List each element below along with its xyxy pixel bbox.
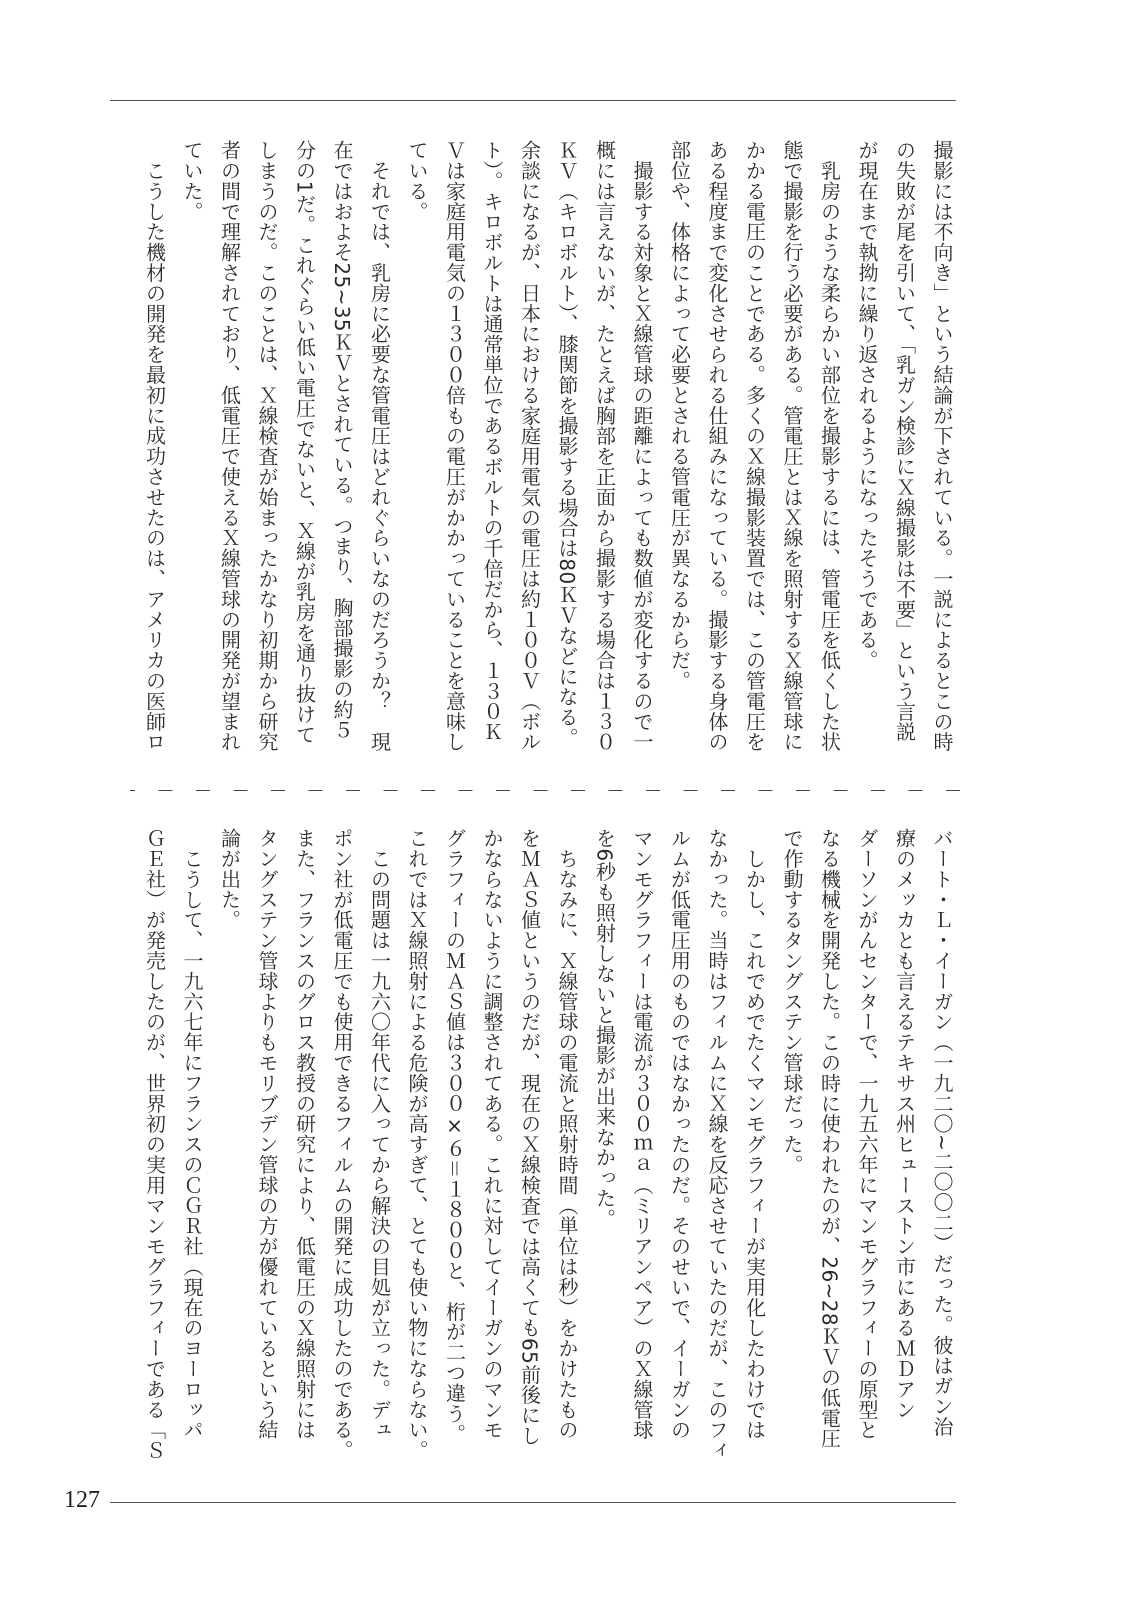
- text-column: マンモグラフィーは電流が３００ｍａ（ミリアンペア）のＸ線管球: [630, 828, 654, 1440]
- text-column: 撮影には不向き」という結論が下されている。一説によるとこの時: [930, 140, 954, 752]
- text-column: こうした機材の開発を最初に成功させたのは、アメリカの医師ロ: [142, 140, 167, 752]
- text-column: 論が出た。: [217, 828, 242, 930]
- text-column: 在ではおよそ25~35ＫＶとされている。つまり、胸部撮影の約５: [330, 140, 354, 741]
- text-column: ルムが低電圧用のものではなかったのだ。そのせいで、イーガンの: [667, 828, 692, 1440]
- text-column: で作動するタングステン管球だった。: [780, 828, 804, 1175]
- text-column: ポン社が低電圧でも使用できるフィルムの開発に成功したのである。: [330, 828, 354, 1461]
- text-column: 態で撮影を行う必要がある。管電圧とはＸ線を照射するＸ線管球に: [780, 140, 804, 752]
- text-column: かならないように調整されてある。これに対してイーガンのマンモ: [480, 828, 504, 1440]
- upper-text-block: [135, 140, 960, 780]
- text-column: バート・Ｌ・イーガン（一九二〇~二〇〇二）だった。彼はガン治: [930, 828, 954, 1437]
- text-column: なかった。当時はフィルムにＸ線を反応させていたのだが、このフィ: [705, 828, 729, 1461]
- text-column: しかし、これでめでたくマンモグラフィーが実用化したわけでは: [742, 828, 767, 1440]
- lower-text-block: [135, 828, 960, 1468]
- text-column: Ｖは家庭用電気の１３００倍もの電圧がかかっていることを意味し: [442, 140, 467, 752]
- text-column: それでは、乳房に必要な管電圧はどれぐらいなのだろうか？ 現: [367, 140, 392, 752]
- page-number: 127: [64, 1487, 100, 1513]
- bottom-rule: [110, 1502, 956, 1503]
- text-column: 撮影する対象とＸ線管球の距離によっても数値が変化するので一: [630, 140, 654, 752]
- text-column: をＭＡＳ値というのだが、現在のＸ線検査では高くても65前後にし: [517, 828, 542, 1446]
- text-column: を6秒も照射しないと撮影が出来なかった。: [592, 828, 617, 1229]
- text-column: また、フランスのグロス教授の研究により、低電圧のＸ線照射には: [292, 828, 317, 1440]
- text-column: 余談になるが、日本における家庭用電気の電圧は約１００Ｖ（ボル: [517, 140, 542, 752]
- text-column: なる機械を開発した。この時に使われたのが、26~28ＫＶの低電圧: [817, 828, 842, 1449]
- text-column: 者の間で理解されており、低電圧で使えるＸ線管球の開発が望まれ: [217, 140, 242, 752]
- text-column: ダーソンがんセンターで、一九五六年にマンモグラフィーの原型と: [855, 828, 879, 1440]
- text-column: ちなみに、Ｘ線管球の電流と照射時間（単位は秒）をかけたもの: [555, 828, 579, 1440]
- text-column: 分の1だ。これぐらい低い電圧でないと、Ｘ線が乳房を通り抜けて: [292, 140, 317, 745]
- text-column: ていた。: [180, 140, 204, 222]
- top-rule: [110, 100, 956, 101]
- text-column: この問題は一九六〇年代に入ってから解決の目処が立った。デュ: [367, 828, 392, 1440]
- text-column: かかる電圧のことである。多くのＸ線撮影装置では、この管電圧を: [742, 140, 767, 752]
- text-column: の失敗が尾を引いて、「乳ガン検診にＸ線撮影は不要」という言説: [892, 140, 917, 742]
- text-column: 部位や、体格によって必要とされる管電圧が異なるからだ。: [667, 140, 692, 691]
- text-column: ＫＶ（キロボルト）、膝関節を撮影する場合は80ＫＶなどになる。: [555, 140, 579, 748]
- text-column: こうして、一九六七年にフランスのＣＧＲ社（現在のヨーロッパ: [180, 828, 204, 1440]
- text-column: 乳房のような柔らかい部位を撮影するには、管電圧を低くした状: [817, 140, 842, 752]
- text-column: ト）。キロボルトは通常単位であるボルトの千倍だから、１３０Ｋ: [480, 140, 504, 742]
- text-column: ＧＥ社）が発売したのが、世界初の実用マンモグラフィーである「Ｓ: [142, 828, 167, 1461]
- block-separator-dashes: [130, 790, 960, 791]
- text-column: ている。: [405, 140, 429, 222]
- text-column: 療のメッカとも言えるテキサス州ヒューストン市にあるＭＤアン: [892, 828, 917, 1420]
- text-column: これではＸ線照射による危険が高すぎて、とても使い物にならない。: [405, 828, 429, 1461]
- text-column: ある程度まで変化させられる仕組みになっている。撮影する身体の: [705, 140, 729, 752]
- text-column: グラフィーのＭＡＳ値は３００×６＝１８００と、桁が二つ違う。: [442, 828, 467, 1444]
- text-column: 概には言えないが、たとえば胸部を正面から撮影する場合は１３０: [592, 140, 617, 752]
- text-column: タングステン管球よりもモリブデン管球の方が優れているという結: [255, 828, 279, 1440]
- text-column: しまうのだ。このことは、Ｘ線検査が始まったかなり初期から研究: [255, 140, 279, 752]
- text-column: が現在まで執拗に繰り返されるようになったそうである。: [855, 140, 879, 671]
